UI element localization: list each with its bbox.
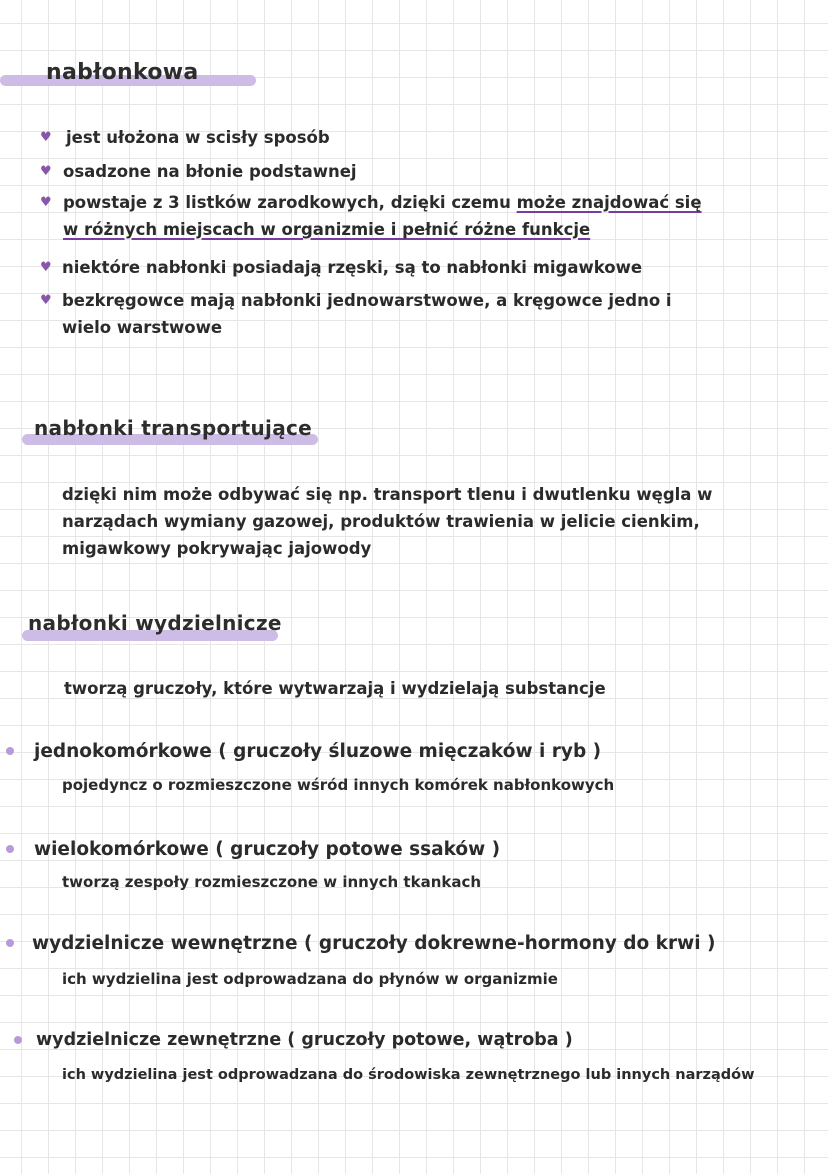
heart-bullet-icon: ♥ [40,195,52,210]
section-title-wydzielnicze: nabłonki wydzielnicze [28,611,282,635]
item-desc: pojedyncz o rozmieszczone wśród innych komórek nabłonkowych [62,776,615,794]
section-title-transportujace: nabłonki transportujące [34,416,313,440]
item-title: jednokomórkowe ( gruczoły śluzowe mięczaków i ryb ) [34,741,602,762]
heart-bullet-icon: ♥ [40,260,52,275]
paragraph-line: migawkowy pokrywając jajowody [62,539,372,558]
item-title: wielokomórkowe ( gruczoły potowe ssaków ) [34,839,501,860]
item-desc: ich wydzielina jest odprowadzana do środowiska zewnętrznego lub innych narządów [62,1067,755,1083]
heart-bullet-icon: ♥ [40,130,52,145]
bullet-text [63,189,702,216]
heart-bullet-icon: ♥ [40,293,52,308]
heart-bullet-icon: ♥ [40,164,52,179]
bullet-text: niektóre nabłonki posiadają rzęski, są to nabłonki migawkowe [62,258,643,277]
bullet-text: osadzone na błonie podstawnej [63,162,357,181]
section-title-nablonkowa: nabłonkowa [46,60,199,85]
item-desc: tworzą zespoły rozmieszczone w innych tkankach [62,873,482,891]
bullet-text-continued [63,216,590,243]
paragraph-line: narządach wymiany gazowej, produktów trawienia w jelicie cienkim, [62,512,700,531]
dot-bullet-icon [6,939,14,947]
paragraph-line: dzięki nim może odbywać się np. transport tlenu i dwutlenku węgla w [62,485,713,504]
dot-bullet-icon [6,747,14,755]
bullet-text: jest ułożona w scisły sposób [66,128,330,147]
item-title: wydzielnicze wewnętrzne ( gruczoły dokrewne-hormony do krwi ) [32,933,716,954]
item-title: wydzielnicze zewnętrzne ( gruczoły potowe, wątroba ) [36,1030,573,1050]
underlined-text: w różnych miejscach w organizmie i pełnić różne funkcje [63,220,591,239]
underlined-text: może znajdować się [516,193,702,212]
dot-bullet-icon [14,1036,22,1044]
dot-bullet-icon [6,845,14,853]
bullet-text-continued: wielo warstwowe [62,318,223,337]
bullet-text: bezkręgowce mają nabłonki jednowarstwowe, a kręgowce jedno i [62,291,672,310]
item-desc: ich wydzielina jest odprowadzana do płynów w organizmie [62,970,558,988]
paragraph-line: tworzą gruczoły, które wytwarzają i wydzielają substancje [64,679,606,698]
bullet-text-part: powstaje z 3 listków zarodkowych, dzięki czemu [63,193,517,212]
